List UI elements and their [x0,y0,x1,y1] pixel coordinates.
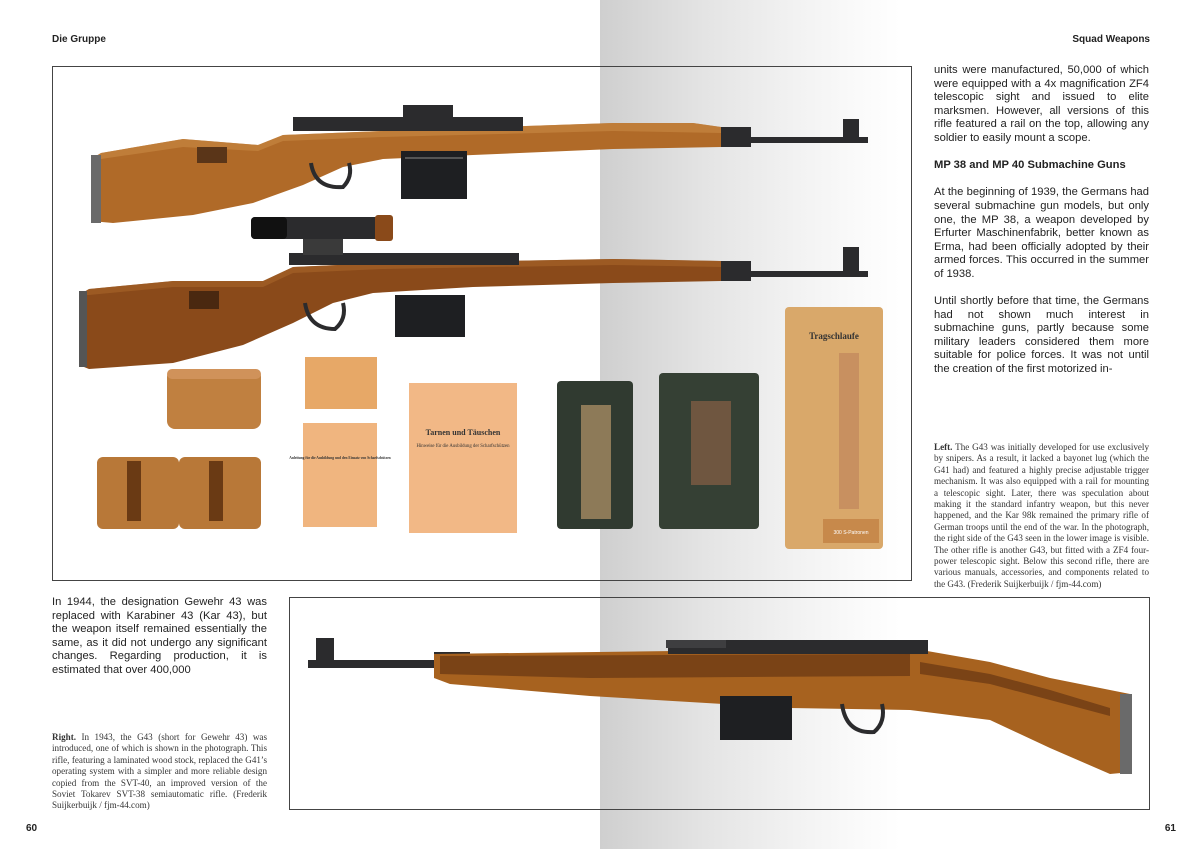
left-para-1: In 1944, the designation Gewehr 43 was replaced with Karabiner 43 (Kar 43), but the weapon itself remained essentially the same, as it did not undergo any significant changes. Regarding production, it is estimated that over 400,000 [52,596,267,676]
bottom-photo [289,597,1150,810]
left-column-text [52,596,267,678]
caption-left-text: The G43 was initially developed for use exclusively by snipers. As a result, it lacked a bayonet lug (which the G41 had) and featured a highly precise adjustable trigger mechanism. It was also equipped with a rail for mounting a telescopic sight. Later, there was speculation about making it the standard infantry weapon, but this never happened, and the Kar 98k remained the primary rifle of German troops until the end of the war. In the photograph, the right side of the G43 seen in the lower image is visible. The other rifle is another G43, but fitted with a ZF4 four-power telescopic sight. Below this second rifle, there are various manuals, accessories, and components related to the G43. (Frederik Suijkerbuijk / fjm-44.com) [934,442,1149,589]
right-para-1: units were manufactured, 50,000 of which were equipped with a 4x magnification ZF4 telescopic sight and issued to elite marksmen. However, all versions of this rifle featured a rail on the top, allowing any soldier to easily mount a scope. [934,64,1149,144]
manual-1-title: Tarnen und Täuschen [425,428,501,437]
caption-left [934,442,1149,590]
right-para-2: At the beginning of 1939, the Germans had several submachine gun models, but only one, the MP 38, a weapon developed by Erfurter Maschinenfabrik, better known as Erma, had been officially adopted by their armed forces. This occurred in the summer of 1938. [934,186,1149,280]
page-number-right: 61 [1164,823,1176,834]
rifles-and-accessories-photo [53,67,911,580]
manual-2-title: Anleitung für die Ausbildung und den Einsatz von Scharfschützen [289,456,391,460]
caption-left-label: Left. [934,442,953,452]
right-column-text [934,64,1149,377]
running-head-left: Die Gruppe [52,34,106,45]
caption-right-label: Right. [52,732,76,742]
box-label: Tragschlaufe [809,331,859,341]
section-subhead: MP 38 and MP 40 Submachine Guns [934,159,1126,172]
manual-1-subtitle: Hinweise für die Ausbildung der Scharfschützen [416,444,510,449]
right-para-3: Until shortly before that time, the Germans had not shown much interest in submachine guns, partly because some military leaders considered them more suitable for police forces. It was not until the creation of the first motorized in- [934,295,1149,376]
caption-right [52,732,267,812]
page-number-left: 60 [26,823,38,834]
caption-right-text: In 1943, the G43 (short for Gewehr 43) was introduced, one of which is shown in the photograph. This rifle, featuring a laminated wood stock, replaced the G41’s operating system with a simpler and more reliable design copied from the SVT-40, an improved version of the Soviet Tokarev SVT-38 semiautomatic rifle. (Frederik Suijkerbuijk / fjm-44.com) [52,732,267,811]
g43-rifle-photo [290,598,1149,809]
running-head-right: Squad Weapons [1072,34,1150,45]
box-tag: 300 S-Patronen [833,530,869,536]
top-photo [52,66,912,581]
rifle-lower-scoped [79,215,868,369]
rifle-upper [91,105,868,223]
